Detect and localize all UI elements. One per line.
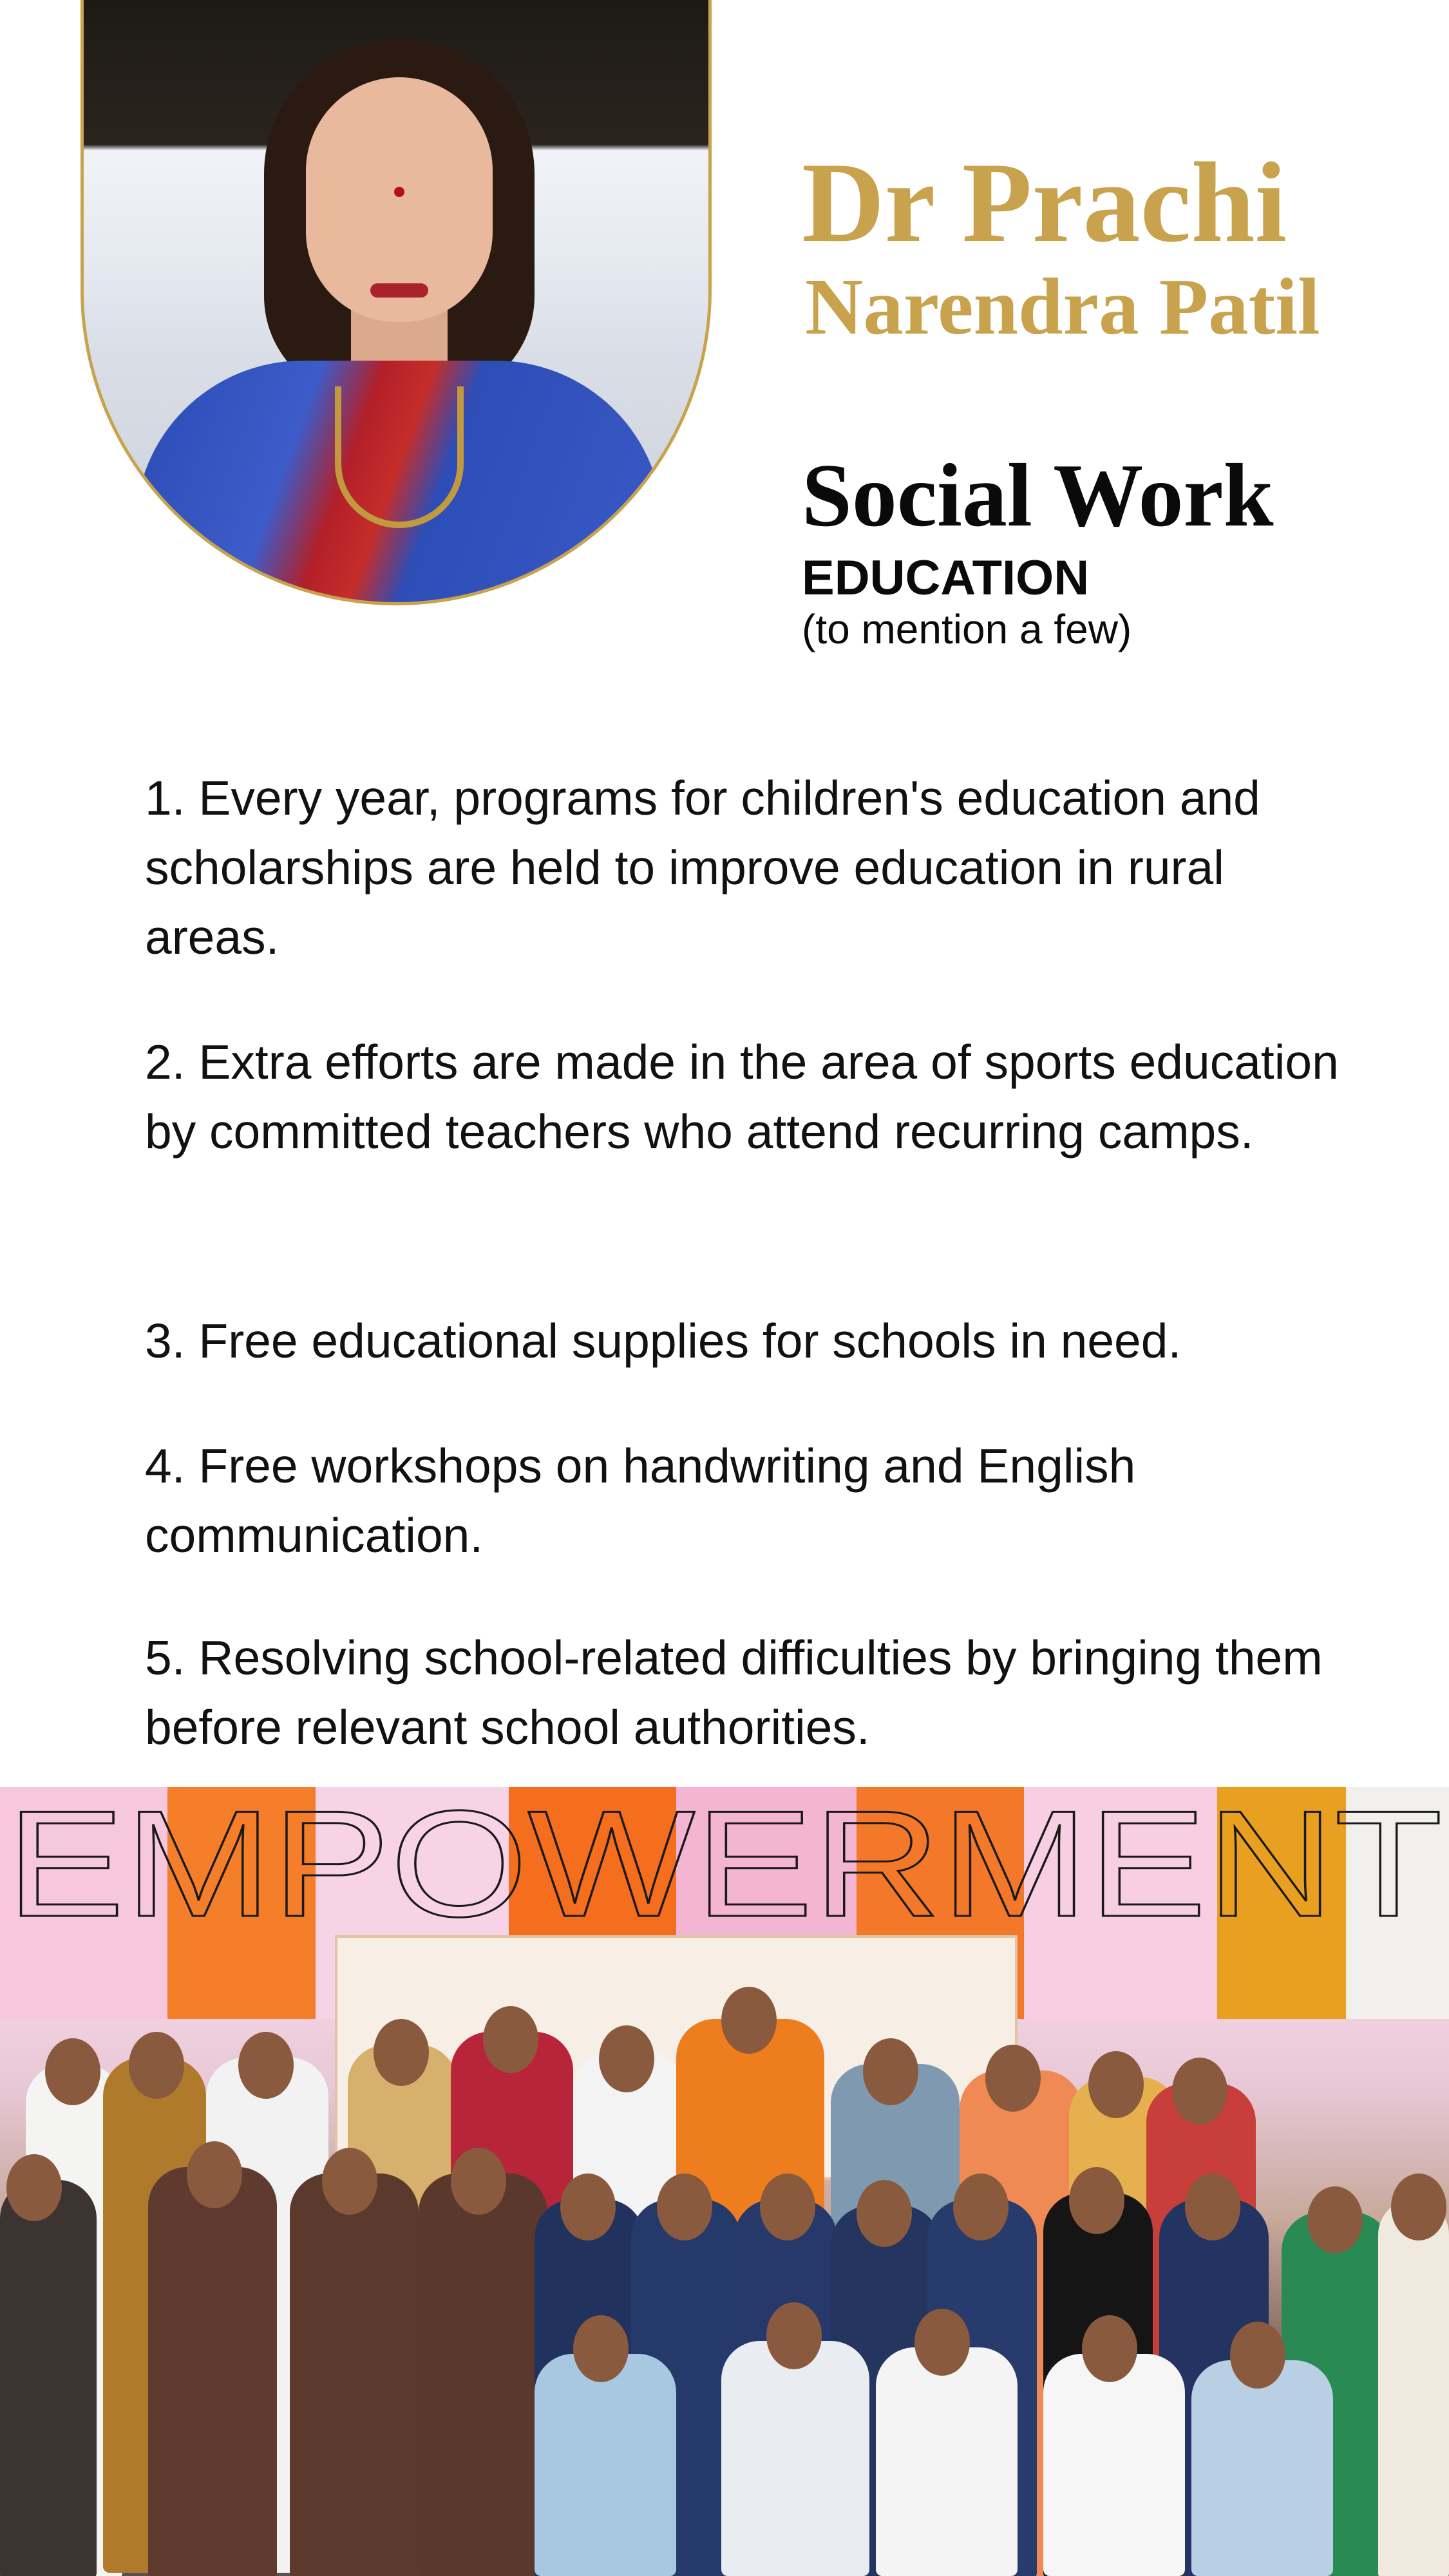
- person-head: [483, 2006, 538, 2073]
- person-head: [6, 2154, 62, 2221]
- portrait-necklace: [335, 386, 464, 528]
- person-head: [985, 2045, 1041, 2112]
- person-head: [766, 2302, 822, 2369]
- person-head: [1307, 2186, 1363, 2253]
- person: [876, 2347, 1018, 2576]
- person-head: [857, 2180, 912, 2247]
- person: [148, 2167, 277, 2576]
- person-head: [374, 2019, 429, 2086]
- person: [1378, 2199, 1449, 2576]
- person-head: [45, 2038, 100, 2105]
- section-title: Social Work: [802, 446, 1274, 545]
- person-head: [1088, 2051, 1144, 2118]
- person-head: [1172, 2058, 1227, 2125]
- person-head: [953, 2174, 1009, 2240]
- person: [0, 2180, 97, 2576]
- name-first-line: Dr Prachi: [802, 138, 1287, 266]
- section-note: (to mention a few): [802, 606, 1132, 652]
- person-head: [721, 1987, 777, 2054]
- person-head: [1069, 2167, 1124, 2234]
- person-head: [1391, 2174, 1446, 2240]
- person-head: [914, 2309, 970, 2376]
- person-head: [238, 2032, 294, 2099]
- list-item: 5. Resolving school-related difficulties by bringing them before relevant school authorities.: [145, 1631, 1323, 1754]
- portrait-photo: [80, 0, 712, 605]
- person-head: [657, 2174, 712, 2240]
- section-subtitle: EDUCATION: [802, 551, 1090, 605]
- person-head: [863, 2038, 918, 2105]
- person-head: [1230, 2322, 1285, 2389]
- list-item: 4. Free workshops on handwriting and English communication.: [145, 1439, 1136, 1562]
- list-item: 1. Every year, programs for children's education and scholarships are held to improve education in rural areas.: [145, 771, 1260, 964]
- portrait-lips: [370, 283, 428, 298]
- person-head: [187, 2141, 242, 2208]
- list-item: 2. Extra efforts are made in the area of sports education by committed teachers who attend recurring camps.: [145, 1035, 1339, 1159]
- person-head: [1185, 2174, 1240, 2240]
- person-head: [573, 2315, 629, 2382]
- group-photo: [0, 1787, 1449, 2576]
- person-head: [599, 2025, 654, 2092]
- person: [1043, 2354, 1185, 2576]
- person-head: [1082, 2315, 1137, 2382]
- person-head: [322, 2148, 377, 2215]
- person: [1191, 2360, 1333, 2576]
- person: [535, 2354, 676, 2576]
- watermark-overlay: [0, 1787, 1449, 1955]
- person-head: [760, 2174, 815, 2240]
- person-head: [129, 2032, 184, 2099]
- person: [290, 2174, 419, 2576]
- name-second-line: Narendra Patil: [805, 263, 1320, 352]
- person: [721, 2341, 869, 2576]
- person-head: [560, 2174, 616, 2240]
- list-item: 3. Free educational supplies for schools in need.: [145, 1314, 1182, 1368]
- portrait-bindi: [394, 187, 404, 197]
- person: [419, 2174, 547, 2576]
- person-head: [451, 2148, 506, 2215]
- watermark-text: EMPOWERMENT: [6, 1787, 1443, 1948]
